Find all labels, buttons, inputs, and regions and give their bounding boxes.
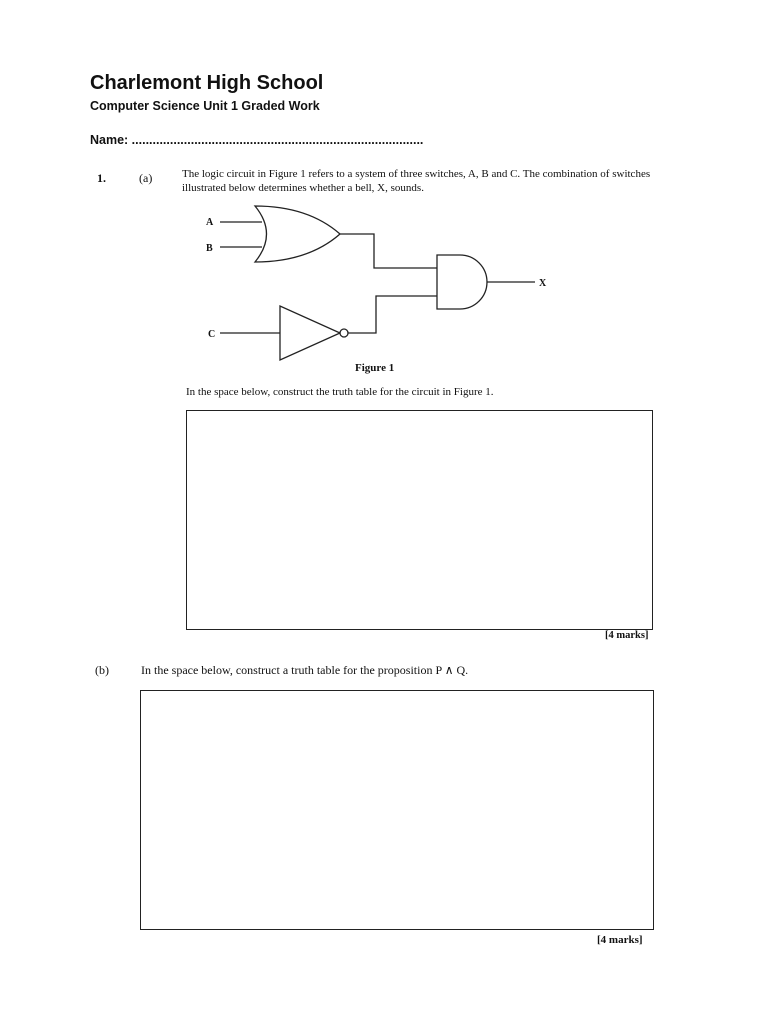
wire-or-to-and	[340, 234, 437, 268]
label-x: X	[539, 278, 547, 289]
logic-circuit-diagram	[190, 200, 560, 365]
question-number: 1.	[97, 171, 106, 185]
or-gate	[255, 206, 340, 262]
part-a-marks: [4 marks]	[605, 630, 649, 641]
part-a-answer-box[interactable]	[186, 410, 653, 630]
school-name: Charlemont High School	[90, 72, 324, 94]
part-a-instruction: In the space below, construct the truth table for the circuit in Figure 1.	[186, 386, 494, 398]
part-a-label: (a)	[139, 171, 153, 185]
and-gate	[437, 255, 487, 309]
not-bubble	[340, 329, 348, 337]
part-b-marks: [4 marks]	[597, 934, 643, 946]
figure-caption: Figure 1	[355, 362, 395, 374]
label-b: B	[206, 243, 213, 254]
not-gate	[280, 306, 340, 360]
unit-title: Computer Science Unit 1 Graded Work	[90, 99, 320, 113]
name-field-label: Name: ....................................................................................	[90, 133, 424, 147]
label-c: C	[208, 329, 216, 340]
wire-not-to-and	[348, 296, 437, 333]
part-a-question-text: The logic circuit in Figure 1 refers to a system of three switches, A, B and C. The combination of switches illustrated below determines whether a bell, X, sounds.	[182, 168, 651, 194]
part-b-answer-box[interactable]	[140, 690, 654, 930]
label-a: A	[206, 217, 214, 228]
part-b-label: (b)	[95, 663, 109, 677]
part-b-instruction: In the space below, construct a truth table for the proposition P ∧ Q.	[141, 663, 469, 677]
